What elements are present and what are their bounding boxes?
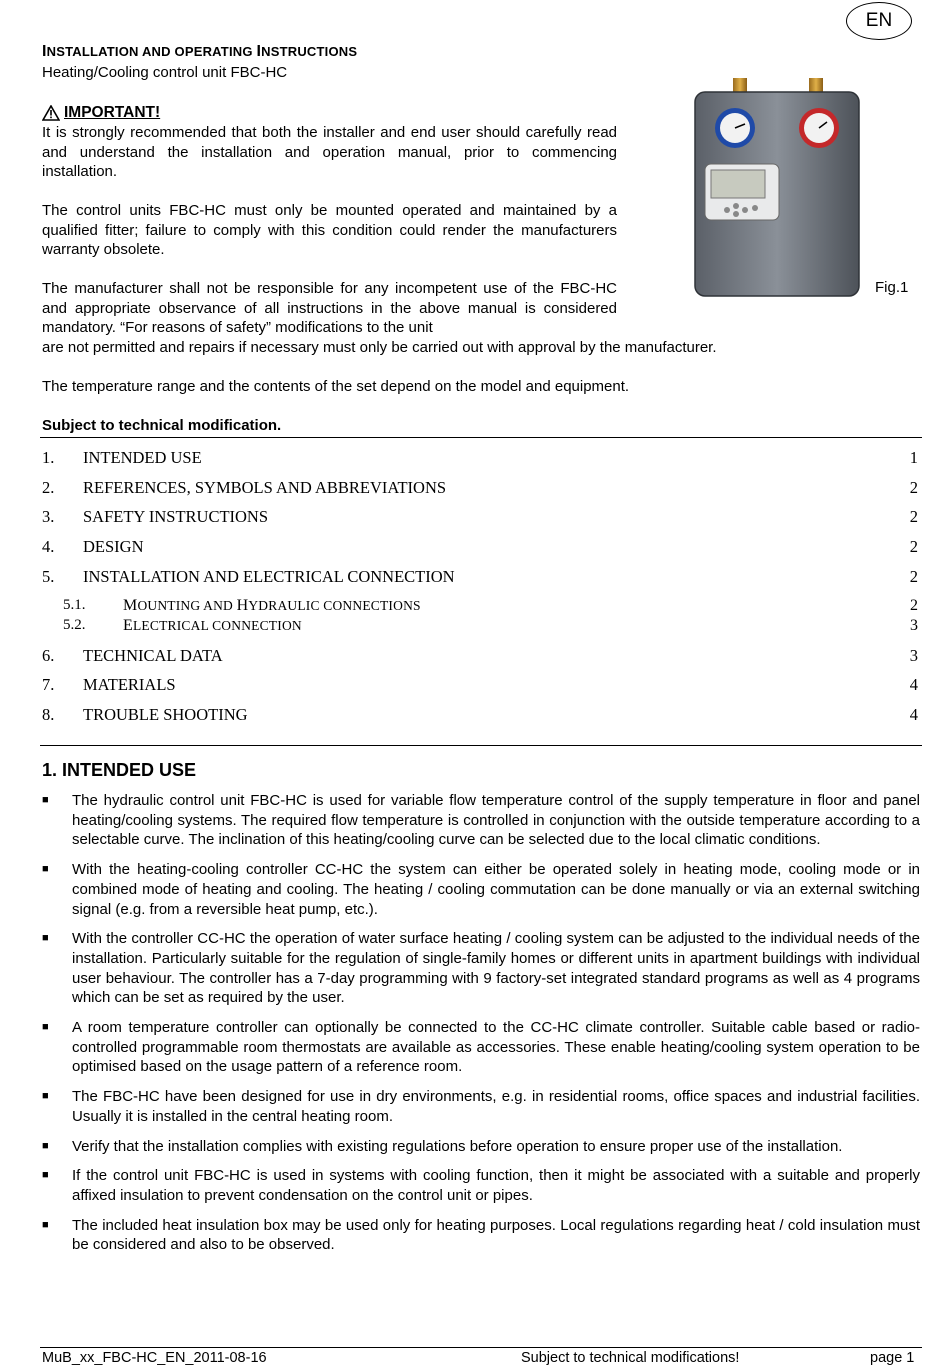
toc-title: MATERIALS <box>83 675 176 694</box>
bullet-icon: ■ <box>42 1218 49 1231</box>
toc-entry[interactable] <box>42 567 918 587</box>
paragraph-manufacturer-responsibility-cont: are not permitted and repairs if necessary must only be carried out with approval by the manufacturer. <box>42 339 717 356</box>
bullet-icon: ■ <box>42 932 49 945</box>
toc-number: 6. <box>42 646 55 665</box>
toc-entry[interactable] <box>42 705 918 725</box>
toc-page: 2 <box>909 507 918 526</box>
list-item <box>42 860 920 919</box>
toc-page: 2 <box>910 597 918 614</box>
footer-document-id: MuB_xx_FBC-HC_EN_2011-08-16 <box>42 1350 267 1366</box>
footer-page-number: page 1 <box>870 1350 915 1366</box>
language-badge: EN <box>846 2 912 40</box>
list-item <box>42 1087 920 1126</box>
toc-title: INSTALLATION AND ELECTRICAL CONNECTION <box>83 567 455 586</box>
list-item <box>42 1166 920 1205</box>
important-notice <box>42 104 160 122</box>
intended-use-list <box>42 791 920 1265</box>
control-unit-illustration <box>693 78 861 300</box>
toc-page: 2 <box>909 478 918 497</box>
toc-number: 1. <box>42 448 55 467</box>
list-item-text: The included heat insulation box may be used only for heating purposes. Local regulations regarding heat / cold insulation must be considered and also to be observed. <box>72 1216 920 1254</box>
toc-page: 4 <box>909 705 918 724</box>
list-item <box>42 1216 920 1255</box>
figure-label: Fig.1 <box>875 279 909 296</box>
toc-title-rest: LECTRICAL CONNECTION <box>132 618 302 633</box>
toc-title: REFERENCES, SYMBOLS AND ABBREVIATIONS <box>83 478 447 497</box>
title-rest-2: NSTRUCTIONS <box>261 44 358 59</box>
toc-number: 5. <box>42 567 55 586</box>
toc-page: 4 <box>909 675 918 694</box>
list-item-text: The hydraulic control unit FBC-HC is used for variable flow temperature control of the supply temperature in floor and panel heating/cooling systems. The required flow temperature is controlled in conjunction with the outside temperature according to a selectable curve. The inclination of this heating/cooling curve can be selected due to the local climatic conditions. <box>72 792 920 849</box>
toc-entry[interactable] <box>42 646 918 666</box>
toc-entry[interactable] <box>42 448 918 468</box>
paragraph-qualified-fitter: The control units FBC-HC must only be mounted operated and maintained by a qualified fitter; failure to comply with this condition could render the manufacturers warranty obsolete. <box>42 202 617 259</box>
list-item-text: With the heating-cooling controller CC-HC the system can either be operated solely in heating mode, cooling mode or in combined mode of heating and cooling. The heating / cooling commutation can be done manually or via an external switching signal (e.g. from a reversible heat pump, etc.). <box>72 861 920 918</box>
title-cap-1: I <box>42 43 47 60</box>
toc-title: DESIGN <box>83 537 144 556</box>
toc-entry[interactable] <box>42 675 918 695</box>
toc-title-cap: E <box>123 617 133 634</box>
list-item <box>42 929 920 1008</box>
toc-entry[interactable] <box>42 507 918 527</box>
paragraph-technical-modification: Subject to technical modification. <box>42 417 282 434</box>
list-item-text: If the control unit FBC-HC is used in systems with cooling function, then it might be associated with a suitable and properly affixed insulation to prevent condensation on the control unit or pipes. <box>72 1167 920 1204</box>
title-cap-2: I <box>256 43 262 60</box>
list-item-text: Verify that the installation complies with existing regulations before operation to ensure proper use of the installation. <box>72 1137 843 1155</box>
list-item <box>42 1137 920 1157</box>
toc-page: 3 <box>910 617 918 634</box>
toc-number: 7. <box>42 675 55 694</box>
document-subtitle: Heating/Cooling control unit FBC-HC <box>42 64 288 81</box>
bullet-icon: ■ <box>42 1169 49 1182</box>
important-label: IMPORTANT! <box>64 104 161 121</box>
paragraph-manufacturer-responsibility: The manufacturer shall not be responsible for any incompetent use of the FBC-HC and appropriate observance of all instructions in the above manual is considered mandatory. “For reasons of safety” modifications to the unit <box>42 280 617 337</box>
toc-title-rest: YDRAULIC CONNECTIONS <box>248 598 421 613</box>
list-item <box>42 1018 920 1077</box>
toc-page: 2 <box>909 567 918 586</box>
toc-subentry[interactable] <box>63 617 918 635</box>
list-item-text: With the controller CC-HC the operation of water surface heating / cooling system can be adjusted to the individual needs of the installation. Particularly suitable for the regulation of single-family homes or different units in apartment buildings with individual user behaviour. The controller has a 7-day programming with 9 factory-set integrated standard programs as well as 4 programs which can be set as required by the user. <box>72 930 920 1007</box>
footer-notice: Subject to technical modifications! <box>521 1350 740 1366</box>
paragraph-temperature-range: The temperature range and the contents of the set depend on the model and equipment. <box>42 378 630 395</box>
toc-page: 2 <box>909 537 918 556</box>
list-item-text: The FBC-HC have been designed for use in dry environments, e.g. in residential rooms, office spaces and industrial facilities. Usually it is installed in the central heating room. <box>72 1088 920 1125</box>
toc-subentry[interactable] <box>63 597 918 615</box>
toc-title-cap: H <box>236 597 249 614</box>
toc-entry[interactable] <box>42 537 918 557</box>
section-heading: 1. INTENDED USE <box>42 760 197 780</box>
bullet-icon: ■ <box>42 794 49 806</box>
toc-page: 1 <box>909 448 918 467</box>
footer-divider <box>40 1347 922 1348</box>
divider <box>40 437 922 438</box>
warning-icon <box>42 105 60 121</box>
toc-number: 5.1. <box>63 597 86 613</box>
toc-title: TECHNICAL DATA <box>83 646 223 665</box>
toc-number: 3. <box>42 507 55 526</box>
toc-number: 2. <box>42 478 55 497</box>
toc-title-rest: OUNTING AND <box>137 598 237 613</box>
toc-title-cap: M <box>123 597 138 614</box>
bullet-icon: ■ <box>42 863 49 876</box>
toc-title: SAFETY INSTRUCTIONS <box>83 507 269 526</box>
toc-title: TROUBLE SHOOTING <box>83 705 248 724</box>
bullet-icon: ■ <box>42 1021 49 1034</box>
bullet-icon: ■ <box>42 1139 49 1152</box>
title-rest-1: NSTALLATION AND OPERATING <box>46 44 257 59</box>
toc-title: INTENDED USE <box>83 448 202 467</box>
toc-title <box>123 597 898 615</box>
toc-page: 3 <box>909 646 918 665</box>
toc-number: 8. <box>42 705 55 724</box>
toc-entry[interactable] <box>42 478 918 498</box>
list-item <box>42 791 920 850</box>
list-item-text: A room temperature controller can optionally be connected to the CC-HC climate controller. Suitable cable based or radio-controlled programmable room thermostats are available as accessories. These enable heating/cooling system operation to be optimised based on the usage pattern of a reference room. <box>72 1019 920 1076</box>
control-unit-figure <box>693 78 861 300</box>
toc-number: 4. <box>42 537 55 556</box>
toc-title <box>123 617 898 635</box>
divider <box>40 745 922 746</box>
paragraph-read-manual: It is strongly recommended that both the installer and end user should carefully read and understand the installation and operation manual, prior to commencing installation. <box>42 124 617 181</box>
toc-number: 5.2. <box>63 617 86 633</box>
document-title <box>42 43 357 61</box>
bullet-icon: ■ <box>42 1090 49 1103</box>
